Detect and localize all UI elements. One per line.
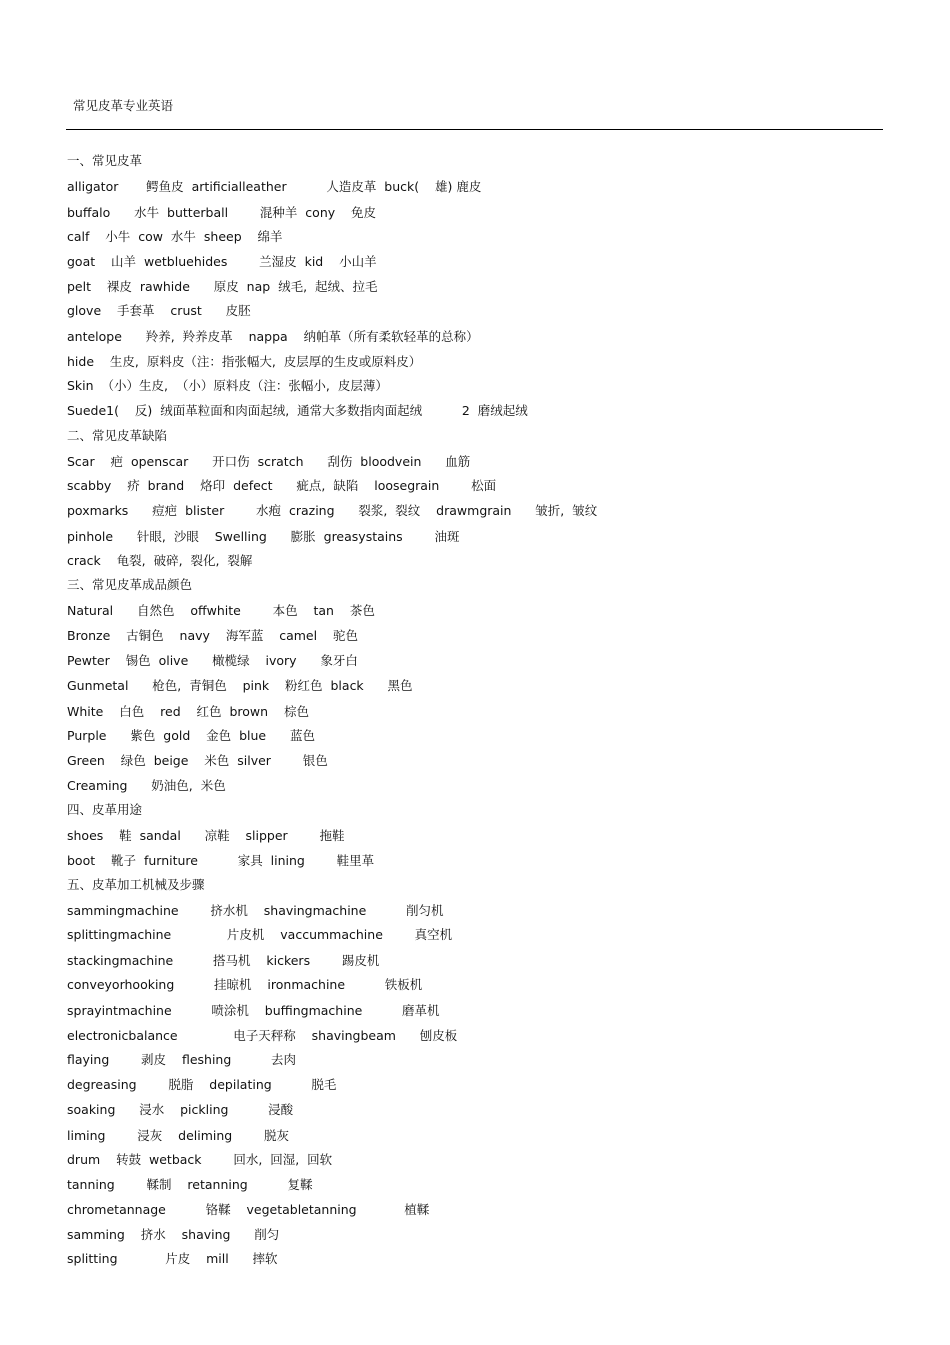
term-line: alligator 鳄鱼皮 artificialleather 人造皮革 buck( 雄) 鹿皮 xyxy=(67,179,482,194)
term-line: drum 转鼓 wetback 回水, 回湿, 回软 xyxy=(67,1152,333,1167)
term-line: buffalo 水牛 butterball 混种羊 cony 免皮 xyxy=(67,205,377,220)
header-rule xyxy=(66,129,883,130)
section-heading: 一、常见皮革 xyxy=(67,153,143,168)
section-heading: 五、皮革加工机械及步骤 xyxy=(67,877,205,892)
term-line: degreasing 脱脂 depilating 脱毛 xyxy=(67,1077,337,1092)
section-heading: 二、常见皮革缺陷 xyxy=(67,428,168,443)
term-line: Creaming 奶油色, 米色 xyxy=(67,778,226,793)
page-title: 常见皮革专业英语 xyxy=(73,98,174,113)
term-line: stackingmachine 搭马机 kickers 踢皮机 xyxy=(67,953,380,968)
term-line: conveyorhooking 挂晾机 ironmachine 铁板机 xyxy=(67,977,423,992)
section-heading: 四、皮革用途 xyxy=(67,802,143,817)
term-line: pelt 裸皮 rawhide 原皮 nap 绒毛, 起绒、拉毛 xyxy=(67,279,378,294)
term-line: Natural 自然色 offwhite 本色 tan 茶色 xyxy=(67,603,375,618)
term-line: glove 手套革 crust 皮胚 xyxy=(67,303,251,318)
term-line: sammingmachine 挤水机 shavingmachine 削匀机 xyxy=(67,903,444,918)
term-line: goat 山羊 wetbluehides 兰湿皮 kid 小山羊 xyxy=(67,254,377,269)
term-line: hide 生皮, 原料皮（注：指张幅大, 皮层厚的生皮或原料皮） xyxy=(67,354,422,369)
term-line: poxmarks 痘疤 blister 水疱 crazing 裂浆, 裂纹 drawmgrain 皱折, 皱纹 xyxy=(67,503,598,518)
term-line: calf 小牛 cow 水牛 sheep 绵羊 xyxy=(67,229,283,244)
term-line: Pewter 锡色 olive 橄榄绿 ivory 象牙白 xyxy=(67,653,358,668)
term-line: Purple 紫色 gold 金色 blue 蓝色 xyxy=(67,728,315,743)
term-line: Bronze 古铜色 navy 海军蓝 camel 驼色 xyxy=(67,628,358,643)
term-line: soaking 浸水 pickling 浸酸 xyxy=(67,1102,294,1117)
term-line: Scar 疤 openscar 开口伤 scratch 刮伤 bloodvein 血筋 xyxy=(67,454,471,469)
term-line: flaying 剥皮 fleshing 去肉 xyxy=(67,1052,297,1067)
term-line: splittingmachine 片皮机 vaccummachine 真空机 xyxy=(67,927,453,942)
term-line: Gunmetal 枪色, 青铜色 pink 粉红色 black 黑色 xyxy=(67,678,413,693)
term-line: pinhole 针眼, 沙眼 Swelling 膨胀 greasystains 油斑 xyxy=(67,529,460,544)
term-line: Suede1( 反) 绒面革粒面和肉面起绒, 通常大多数指肉面起绒 2 磨绒起绒 xyxy=(67,403,528,418)
term-line: scabby 疥 brand 烙印 defect 疵点, 缺陷 loosegrain 松面 xyxy=(67,478,497,493)
term-line: sprayintmachine 喷涂机 buffingmachine 磨革机 xyxy=(67,1003,440,1018)
term-line: chrometannage 铬鞣 vegetabletanning 植鞣 xyxy=(67,1202,430,1217)
term-line: tanning 鞣制 retanning 复鞣 xyxy=(67,1177,313,1192)
term-line: White 白色 red 红色 brown 棕色 xyxy=(67,704,309,719)
term-line: Green 绿色 beige 米色 silver 银色 xyxy=(67,753,328,768)
term-line: boot 靴子 furniture 家具 lining 鞋里革 xyxy=(67,853,375,868)
section-heading: 三、常见皮革成品颜色 xyxy=(67,577,193,592)
term-line: Skin （小）生皮, （小）原料皮（注：张幅小, 皮层薄） xyxy=(67,378,388,393)
term-line: electronicbalance 电子天秤称 shavingbeam 刨皮板 xyxy=(67,1028,458,1043)
term-line: crack 龟裂, 破碎, 裂化, 裂解 xyxy=(67,553,253,568)
term-line: antelope 羚养, 羚养皮革 nappa 纳帕革（所有柔软轻革的总称） xyxy=(67,329,479,344)
term-line: liming 浸灰 deliming 脱灰 xyxy=(67,1128,289,1143)
term-line: splitting 片皮 mill 摔软 xyxy=(67,1251,278,1266)
term-line: samming 挤水 shaving 削匀 xyxy=(67,1227,280,1242)
term-line: shoes 鞋 sandal 凉鞋 slipper 拖鞋 xyxy=(67,828,345,843)
